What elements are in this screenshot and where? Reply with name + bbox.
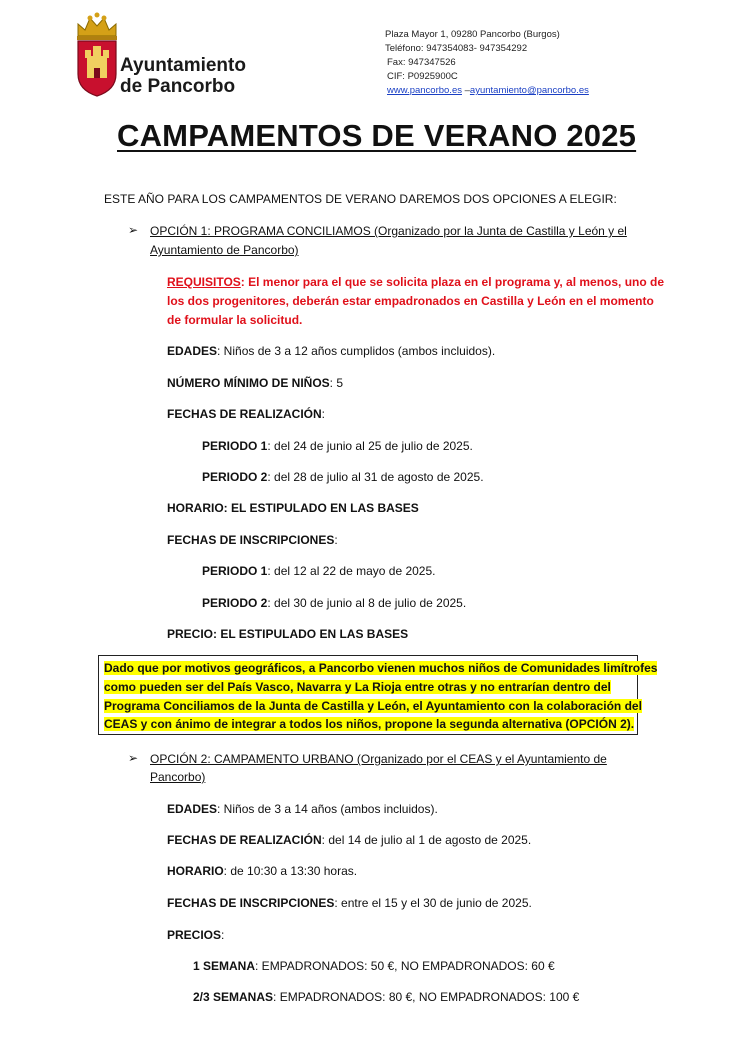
option1-fechas bbox=[167, 406, 325, 422]
minimo-label: NÚMERO MÍNIMO DE NIÑOS bbox=[167, 376, 330, 390]
edades-label: EDADES bbox=[167, 802, 218, 816]
page-title: CAMPAMENTOS DE VERANO 2025 bbox=[117, 118, 637, 153]
option2-semana23 bbox=[193, 989, 579, 1005]
insc-periodo1-value: : del 12 al 22 de mayo de 2025. bbox=[267, 564, 436, 578]
fechas-value: : del 14 de julio al 1 de agosto de 2025. bbox=[321, 833, 532, 847]
bullet-icon: ➢ bbox=[128, 223, 139, 237]
precio-value: : EL ESTIPULADO EN LAS BASES bbox=[213, 627, 409, 641]
precios-value: : bbox=[221, 928, 225, 942]
insc-periodo2-value: : del 30 de junio al 8 de julio de 2025. bbox=[267, 596, 467, 610]
address: Plaza Mayor 1, 09280 Pancorbo (Burgos) bbox=[385, 29, 560, 40]
phone: Teléfono: 947354083- 947354292 bbox=[385, 43, 528, 54]
option2-heading-line2: Pancorbo) bbox=[150, 770, 206, 784]
notice-box bbox=[98, 655, 658, 735]
inscripciones-value: : bbox=[334, 533, 338, 547]
fechas-value: : bbox=[321, 407, 326, 421]
fechas-label: FECHAS DE REALIZACIÓN bbox=[167, 833, 322, 847]
notice-line2: como pueden ser del País Vasco, Navarra y La Rioja entre otras y no entrarían dentro del bbox=[104, 680, 611, 694]
bullet-icon: ➢ bbox=[128, 751, 139, 765]
notice-line4: CEAS y con ánimo de integrar a todos los niños, propone la segunda alternativa (OPCIÓN 2). bbox=[104, 717, 635, 731]
requirements-line1 bbox=[167, 274, 664, 290]
municipal-logo bbox=[72, 12, 246, 98]
semana1-label: 1 SEMANA bbox=[193, 959, 256, 973]
option1-minimo bbox=[167, 375, 343, 391]
inscripciones-label: FECHAS DE INSCRIPCIONES bbox=[167, 896, 335, 910]
option2-fechas bbox=[167, 832, 531, 848]
logo-line1: Ayuntamiento bbox=[120, 55, 246, 76]
email-link[interactable]: ayuntamiento@pancorbo.es bbox=[469, 85, 589, 96]
insc-periodo2-label: PERIODO 2 bbox=[202, 596, 268, 610]
website-link[interactable]: www.pancorbo.es bbox=[387, 85, 462, 96]
precios-label: PRECIOS bbox=[167, 928, 222, 942]
intro-text: ESTE AÑO PARA LOS CAMPAMENTOS DE VERANO DAREMOS DOS OPCIONES A ELEGIR: bbox=[104, 192, 617, 206]
periodo1-label: PERIODO 1 bbox=[202, 439, 268, 453]
requirements-text1: : El menor para el que se solicita plaza en el programa y, al menos, uno de bbox=[240, 275, 665, 289]
option1-edades bbox=[167, 343, 495, 359]
option1-insc-periodo1 bbox=[202, 563, 435, 579]
horario-label: HORARIO bbox=[167, 501, 224, 515]
periodo2-label: PERIODO 2 bbox=[202, 470, 268, 484]
option1-periodo1 bbox=[202, 438, 473, 454]
coat-of-arms-icon bbox=[72, 12, 122, 98]
notice-line3: Programa Conciliamos de la Junta de Castilla y León, el Ayuntamiento con la colaboración del bbox=[104, 699, 642, 713]
option2-horario bbox=[167, 863, 357, 879]
inscripciones-label: FECHAS DE INSCRIPCIONES bbox=[167, 533, 335, 547]
edades-value: : Niños de 3 a 12 años cumplidos (ambos incluidos). bbox=[217, 344, 496, 358]
option1-periodo2 bbox=[202, 469, 484, 485]
option1-precio bbox=[167, 626, 408, 642]
semana1-value: : EMPADRONADOS: 50 €, NO EMPADRONADOS: 60 € bbox=[255, 959, 555, 973]
inscripciones-value: : entre el 15 y el 30 de junio de 2025. bbox=[334, 896, 532, 910]
requirements-line2: los dos progenitores, deberán estar empadronados en Castilla y León en el momento bbox=[167, 294, 654, 308]
semana23-label: 2/3 SEMANAS bbox=[193, 990, 274, 1004]
horario-value: : EL ESTIPULADO EN LAS BASES bbox=[223, 501, 419, 515]
fax: Fax: 947347526 bbox=[387, 57, 456, 68]
fechas-label: FECHAS DE REALIZACIÓN bbox=[167, 407, 322, 421]
notice-line1: Dado que por motivos geográficos, a Pancorbo vienen muchos niños de Comunidades limítrofes bbox=[104, 661, 658, 675]
edades-label: EDADES bbox=[167, 344, 218, 358]
option1-heading-line1: OPCIÓN 1: PROGRAMA CONCILIAMOS (Organizado por la Junta de Castilla y León y el bbox=[150, 224, 627, 238]
option2-heading-line1: OPCIÓN 2: CAMPAMENTO URBANO (Organizado por el CEAS y el Ayuntamiento de bbox=[150, 752, 607, 766]
horario-label: HORARIO bbox=[167, 864, 224, 878]
option1-horario bbox=[167, 500, 419, 516]
horario-value: : de 10:30 a 13:30 horas. bbox=[223, 864, 358, 878]
option2-inscripciones bbox=[167, 895, 532, 911]
precio-label: PRECIO bbox=[167, 627, 214, 641]
edades-value: : Niños de 3 a 14 años (ambos incluidos). bbox=[217, 802, 438, 816]
option1-inscripciones bbox=[167, 532, 338, 548]
option2-semana1 bbox=[193, 958, 555, 974]
periodo2-value: : del 28 de julio al 31 de agosto de 2025. bbox=[267, 470, 484, 484]
periodo1-value: : del 24 de junio al 25 de julio de 2025. bbox=[267, 439, 473, 453]
contact-links bbox=[387, 85, 589, 97]
option1-heading-line2: Ayuntamiento de Pancorbo) bbox=[150, 243, 299, 257]
cif: CIF: P0925900C bbox=[387, 71, 458, 82]
minimo-value: : 5 bbox=[329, 376, 344, 390]
option2-edades bbox=[167, 801, 438, 817]
logo-line2: de Pancorbo bbox=[120, 76, 236, 97]
option2-precios bbox=[167, 927, 224, 943]
requirements-label: REQUISITOS bbox=[167, 275, 241, 289]
option1-insc-periodo2 bbox=[202, 595, 466, 611]
insc-periodo1-label: PERIODO 1 bbox=[202, 564, 268, 578]
requirements-line3: de formular la solicitud. bbox=[167, 313, 303, 327]
link-separator: – bbox=[461, 85, 470, 96]
semana23-value: : EMPADRONADOS: 80 €, NO EMPADRONADOS: 100 € bbox=[273, 990, 580, 1004]
